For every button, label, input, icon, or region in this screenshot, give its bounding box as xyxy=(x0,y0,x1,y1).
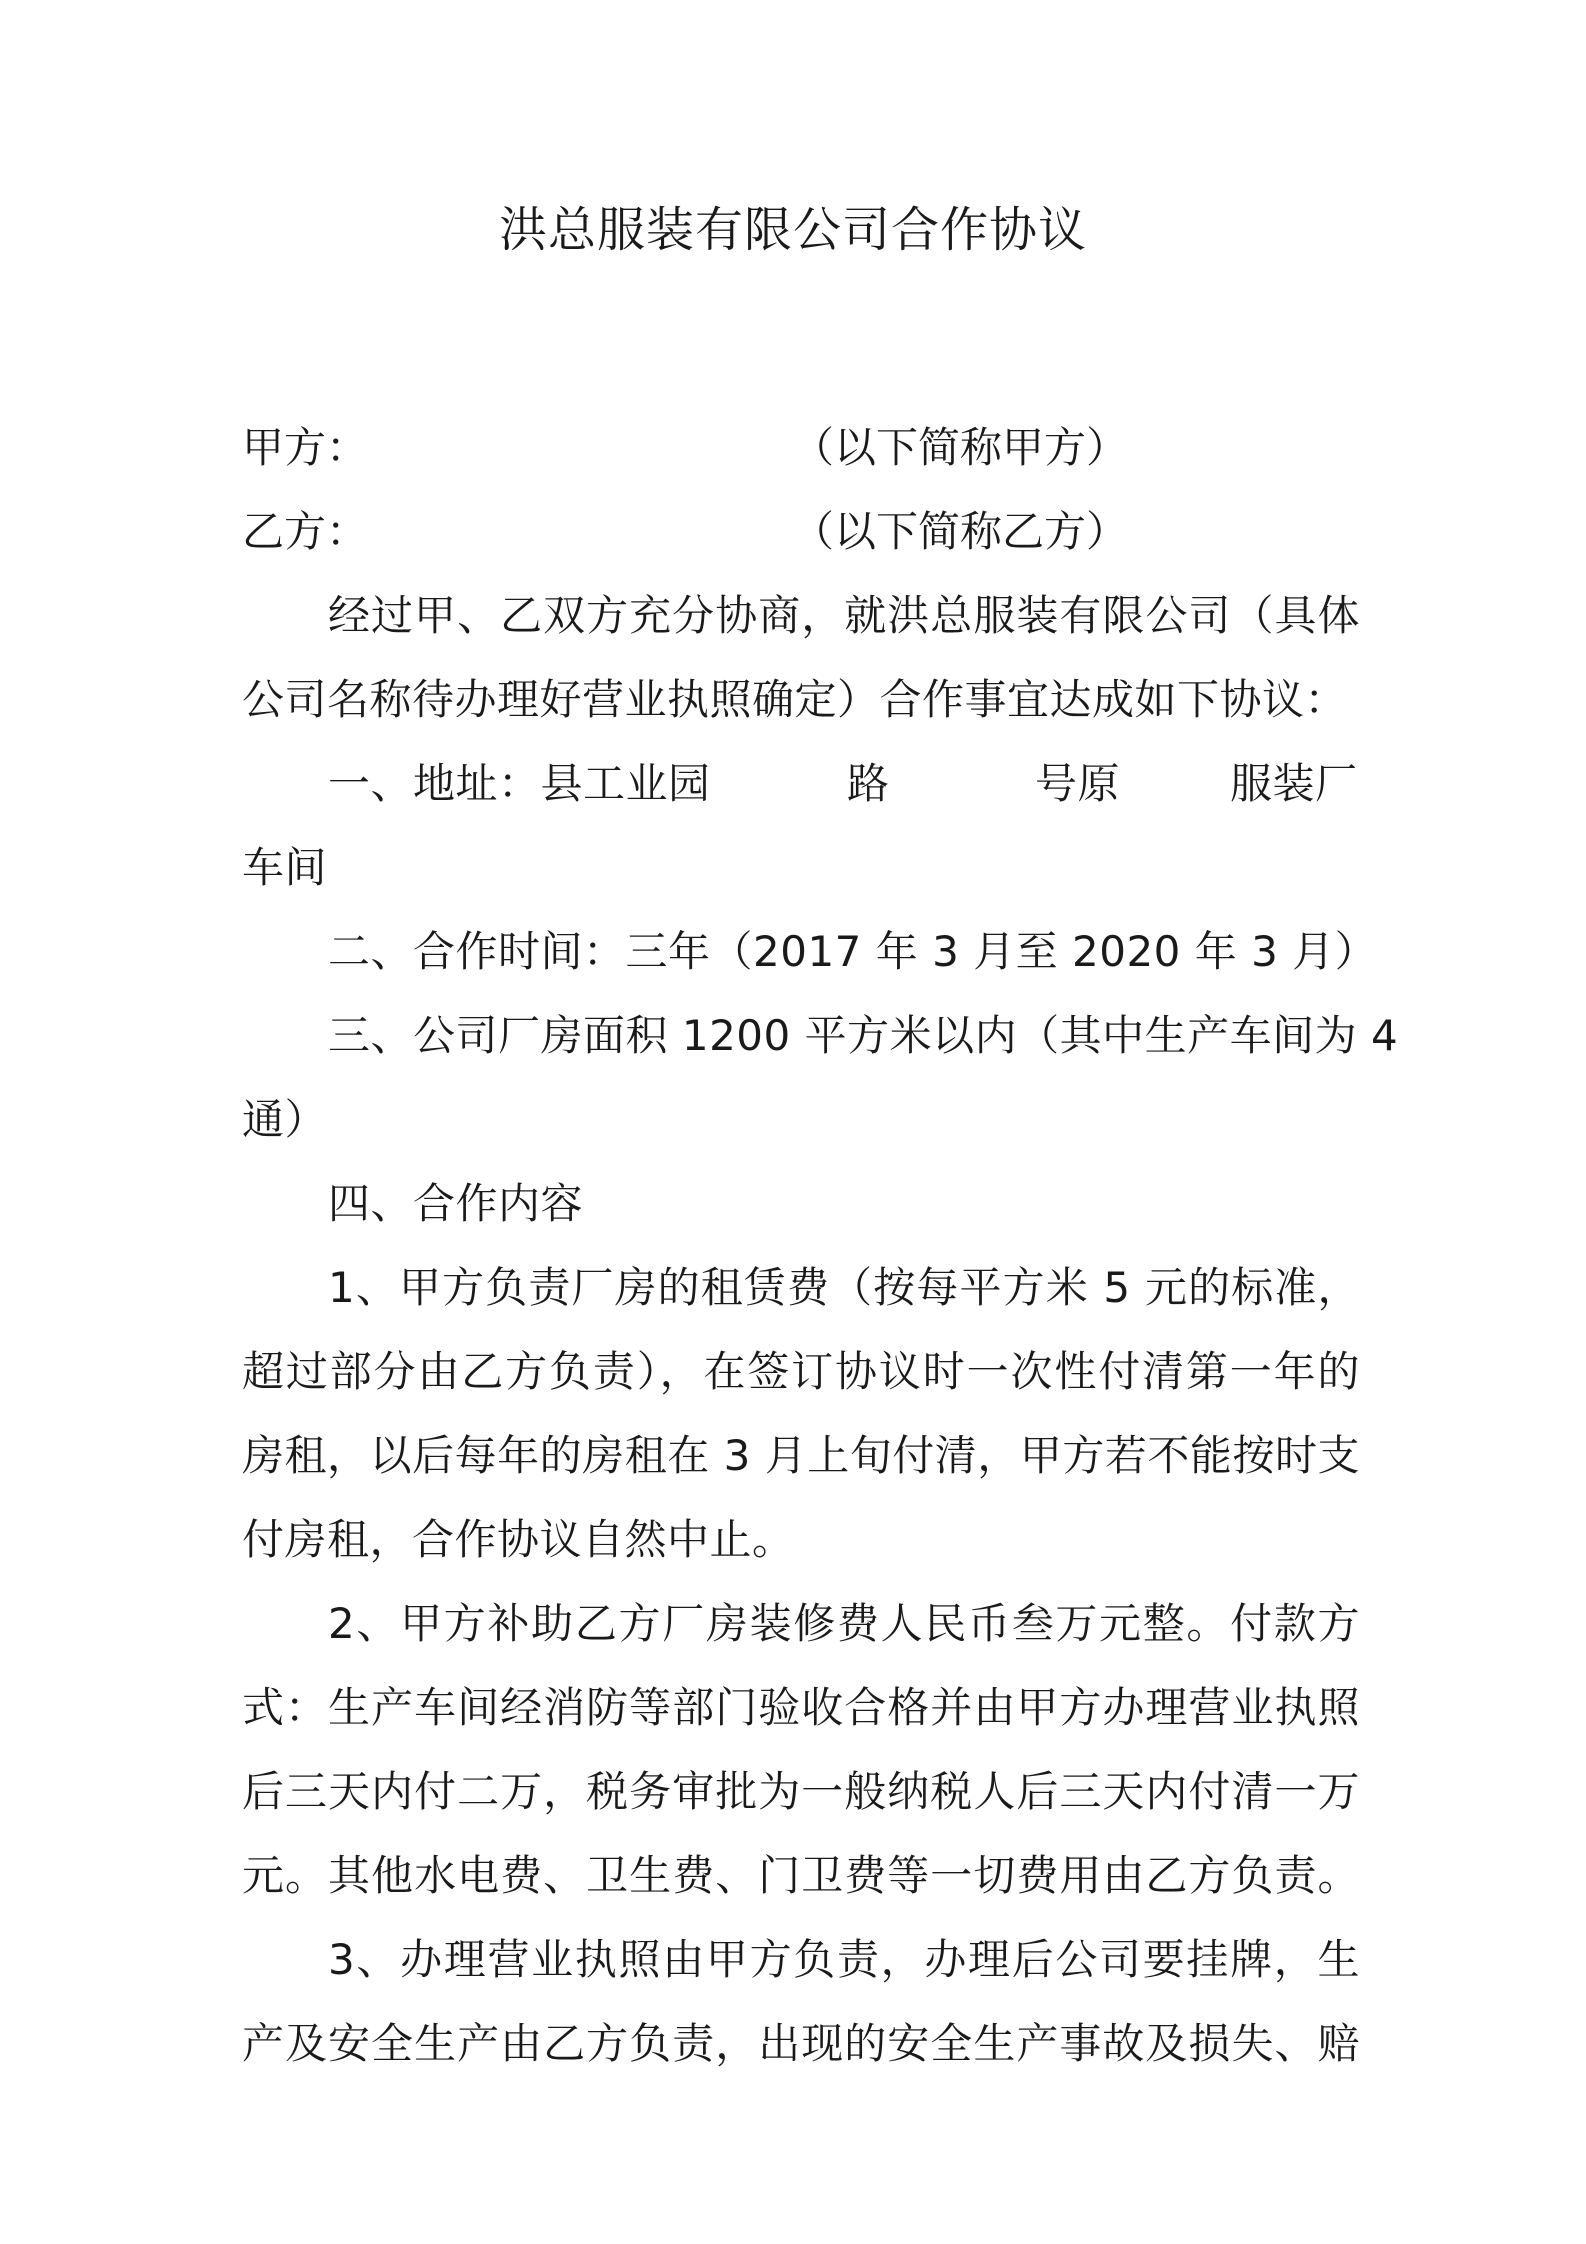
address-line-2: 车间 xyxy=(242,843,328,892)
intro-line-1: 经过甲、乙双方充分协商，就洪总服装有限公司（具体 xyxy=(328,591,1360,640)
clause1-line-4: 付房租，合作协议自然中止。 xyxy=(242,1515,795,1564)
clause2-line-1: 2、甲方补助乙方厂房装修费人民币叁万元整。付款方 xyxy=(328,1599,1360,1648)
clause1-line-2: 超过部分由乙方负责），在签订协议时一次性付清第一年的 xyxy=(242,1347,1360,1396)
clause1-line-1: 1、甲方负责厂房的租赁费（按每平方米 5 元的标准， xyxy=(328,1263,1360,1312)
area-line-1: 三、公司厂房面积 1200 平方米以内（其中生产车间为 4 xyxy=(328,1011,1399,1060)
intro-line-2: 公司名称待办理好营业执照确定）合作事宜达成如下协议： xyxy=(242,675,1348,724)
document-title: 洪总服装有限公司合作协议 xyxy=(498,202,1087,258)
content-heading: 四、合作内容 xyxy=(328,1179,584,1228)
address-part-3: 号原 xyxy=(1035,759,1121,808)
party-b-note: （以下简称乙方） xyxy=(792,507,1129,556)
term-line: 二、合作时间：三年（2017 年 3 月至 2020 年 3 月） xyxy=(328,927,1378,976)
clause3-line-2: 产及安全生产由乙方负责，出现的安全生产事故及损失、赔 xyxy=(242,2019,1360,2068)
clause2-line-2: 式：生产车间经消防等部门验收合格并由甲方办理营业执照 xyxy=(242,1683,1360,1732)
clause1-line-3: 房租，以后每年的房租在 3 月上旬付清，甲方若不能按时支 xyxy=(242,1431,1360,1480)
party-b-line xyxy=(242,504,1129,560)
party-a-line xyxy=(242,420,1129,476)
party-b-label: 乙方： xyxy=(242,507,369,556)
address-part-4: 服装厂 xyxy=(1230,759,1358,808)
clause2-line-3: 后三天内付二万，税务审批为一般纳税人后三天内付清一万 xyxy=(242,1767,1360,1816)
clause2-line-4: 元。其他水电费、卫生费、门卫费等一切费用由乙方负责。 xyxy=(242,1851,1360,1900)
address-part-2: 路 xyxy=(847,759,890,808)
address-line-1 xyxy=(328,756,1360,812)
party-a-note: （以下简称甲方） xyxy=(792,423,1129,472)
area-line-2: 通） xyxy=(242,1095,328,1144)
address-part-1: 一、地址：县工业园 xyxy=(328,759,711,808)
clause3-line-1: 3、办理营业执照由甲方负责，办理后公司要挂牌，生 xyxy=(328,1935,1360,1984)
party-a-label: 甲方： xyxy=(242,423,369,472)
